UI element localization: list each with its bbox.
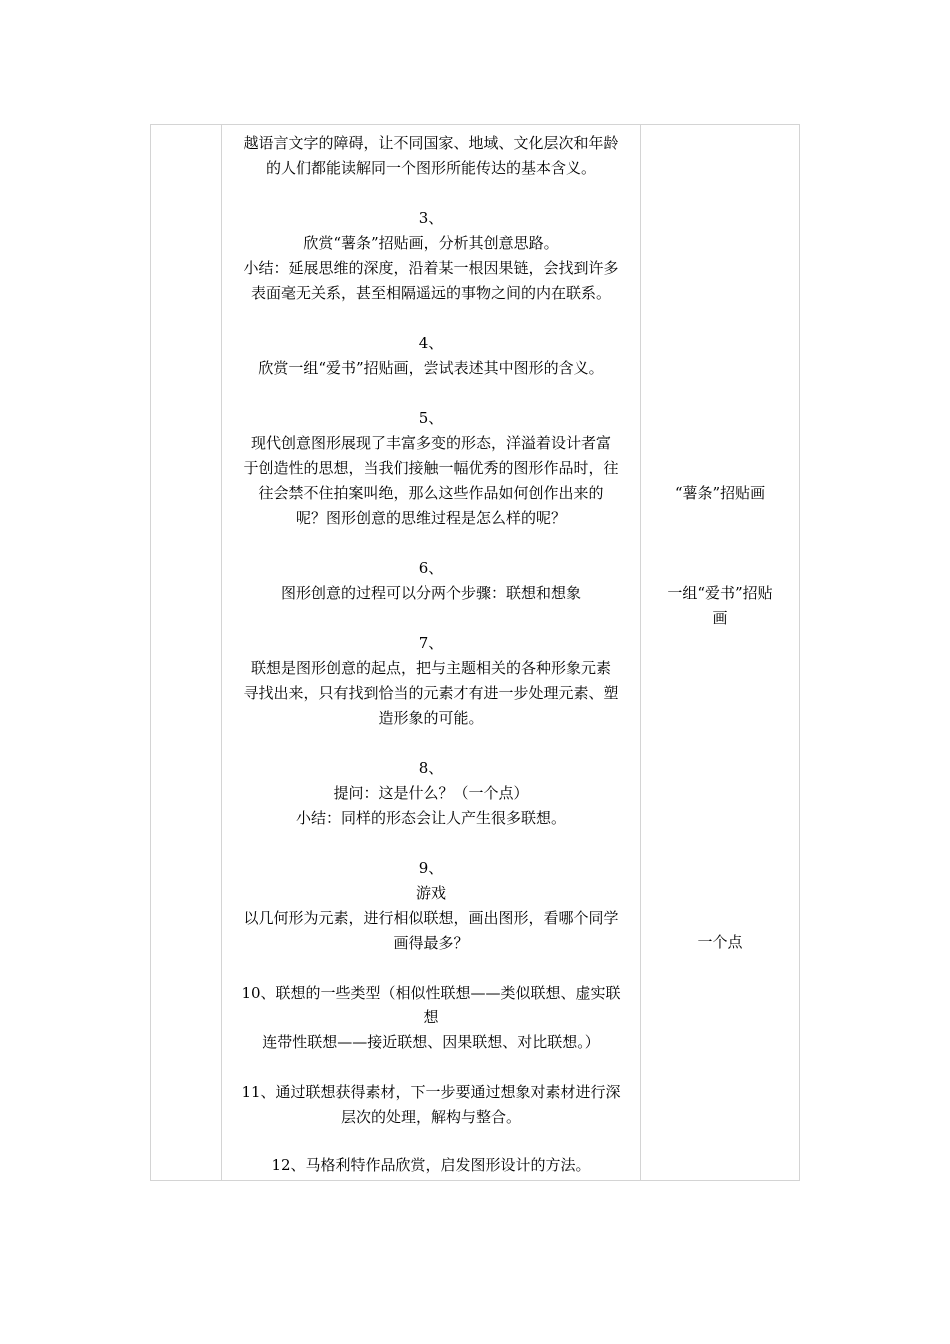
content-line: 连带性联想——接近联想、因果联想、对比联想。） bbox=[262, 1033, 600, 1051]
content-line: 提问：这是什么？（一个点） bbox=[333, 784, 529, 802]
content-line: 寻找出来，只有找到恰当的元素才有进一步处理元素、塑 bbox=[243, 684, 619, 702]
content-line: 11、通过联想获得素材，下一步要通过想象对素材进行深 bbox=[241, 1083, 621, 1101]
content-line: 12、马格利特作品欣赏，启发图形设计的方法。 bbox=[271, 1156, 591, 1174]
content-line: 以几何形为元素，进行相似联想，画出图形，看哪个同学 bbox=[243, 909, 619, 927]
step-number-6: 6、 bbox=[418, 559, 444, 577]
content-line: 往会禁不住拍案叫绝，那么这些作品如何创作出来的 bbox=[258, 484, 604, 502]
content-line: 联想是图形创意的起点，把与主题相关的各种形象元素 bbox=[250, 659, 611, 677]
materials-column-cell bbox=[641, 125, 799, 1180]
content-line: 想 bbox=[423, 1008, 439, 1026]
lesson-table bbox=[150, 124, 800, 1181]
content-line: 小结：同样的形态会让人产生很多联想。 bbox=[295, 809, 566, 827]
material-note: “薯条”招贴画 bbox=[674, 484, 766, 502]
step-number-9: 9、 bbox=[418, 859, 444, 877]
content-line: 的人们都能读解同一个图形所能传达的基本含义。 bbox=[265, 159, 596, 177]
content-line: 游戏 bbox=[415, 884, 446, 902]
content-line: 欣赏“薯条”招贴画，分析其创意思路。 bbox=[303, 234, 559, 252]
content-line: 欣赏一组“爱书”招贴画，尝试表述其中图形的含义。 bbox=[258, 359, 604, 377]
step-number-5: 5、 bbox=[418, 409, 444, 427]
material-note: 一组“爱书”招贴 bbox=[667, 584, 773, 602]
content-line: 现代创意图形展现了丰富多变的形态，洋溢着设计者富 bbox=[250, 434, 611, 452]
content-line: 于创造性的思想，当我们接触一幅优秀的图形作品时，往 bbox=[243, 459, 619, 477]
step-number-7: 7、 bbox=[418, 634, 444, 652]
content-line: 小结：延展思维的深度，沿着某一根因果链，会找到许多 bbox=[243, 259, 619, 277]
content-line: 表面毫无关系，甚至相隔遥远的事物之间的内在联系。 bbox=[250, 284, 611, 302]
content-line: 造形象的可能。 bbox=[378, 709, 484, 727]
content-line: 图形创意的过程可以分两个步骤：联想和想象 bbox=[280, 584, 581, 602]
content-line: 层次的处理，解构与整合。 bbox=[340, 1108, 521, 1126]
material-note: 一个点 bbox=[697, 933, 743, 951]
step-number-4: 4、 bbox=[418, 334, 444, 352]
step-number-8: 8、 bbox=[418, 759, 444, 777]
content-line: 越语言文字的障碍，让不同国家、地域、文化层次和年龄 bbox=[243, 134, 619, 152]
content-line: 画得最多？ bbox=[393, 934, 469, 952]
content-line: 10、联想的一些类型（相似性联想——类似联想、虚实联 bbox=[241, 984, 621, 1002]
left-column-cell bbox=[151, 125, 222, 1180]
material-note: 画 bbox=[712, 609, 728, 627]
step-number-3: 3、 bbox=[418, 209, 444, 227]
content-line: 呢？图形创意的思维过程是怎么样的呢？ bbox=[295, 509, 566, 527]
content-column-cell bbox=[222, 125, 641, 1180]
